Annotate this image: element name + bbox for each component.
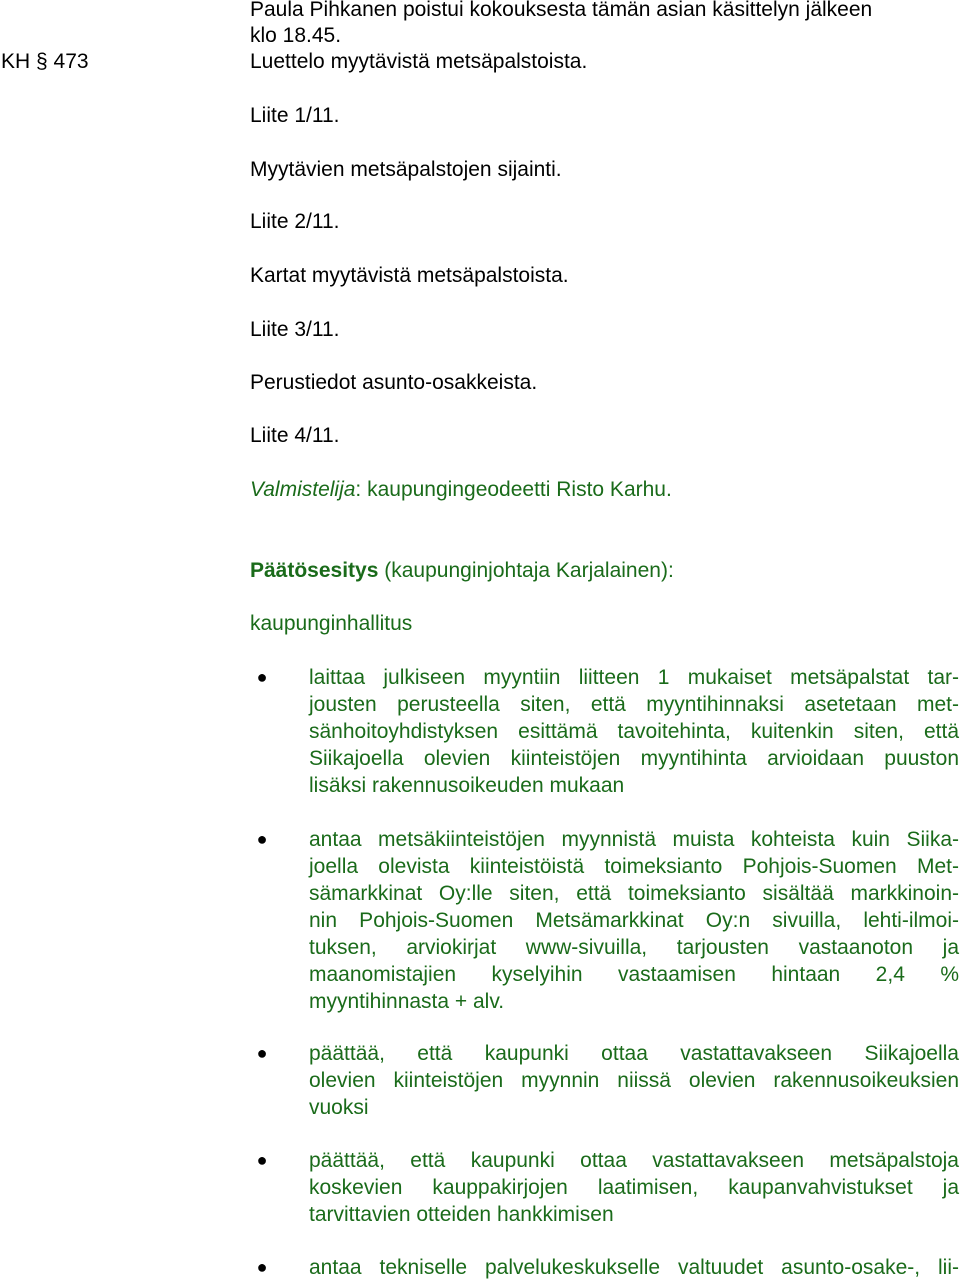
- bullet-icon: ●: [256, 1150, 268, 1170]
- bullet-5-line: antaa tekniselle palvelukeskukselle valtuudet asunto-osake-, lii-: [309, 1256, 959, 1279]
- bullet-3-line: olevien kiinteistöjen myynnin niissä olevien rakennusoikeuksien: [309, 1069, 959, 1092]
- bullet-1-line: laittaa julkiseen myyntiin liitteen 1 mukaiset metsäpalstat tar-: [309, 666, 959, 689]
- attachment-3-description: Perustiedot asunto-osakkeista.: [250, 371, 538, 394]
- bullet-icon: ●: [256, 667, 268, 687]
- bullet-2-line: sämarkkinat Oy:lle siten, että toimeksianto sisältää markkinoin-: [309, 882, 959, 905]
- bullet-2-line: nin Pohjois-Suomen Metsämarkkinat Oy:n sivuilla, lehti-ilmoi-: [309, 909, 959, 932]
- header-note-line-1: Paula Pihkanen poistui kokouksesta tämän asian käsittelyn jälkeen: [250, 0, 873, 21]
- preparer-label: Valmistelija: [250, 478, 356, 501]
- bullet-4-line: päättää, että kaupunki ottaa vastattavakseen metsäpalstoja: [309, 1149, 959, 1172]
- bullet-item-3: [309, 1040, 959, 1121]
- bullet-1-line: jousten perusteella siten, että myyntihinnaksi asetetaan met-: [309, 693, 959, 716]
- bullet-1-line: sänhoitoyhdistyksen esittämä tavoitehinta, kuitenkin siten, että: [309, 720, 959, 743]
- proposal-line: [250, 557, 674, 584]
- bullet-icon: ●: [256, 1257, 268, 1277]
- bullet-1-line: lisäksi rakennusoikeuden mukaan: [309, 774, 625, 797]
- attachment-1-label: Liite 1/11.: [250, 104, 340, 127]
- bullet-2-line: joella olevista kiinteistöistä toimeksianto Pohjois-Suomen Met-: [309, 855, 959, 878]
- bullet-1-line: Siikajoella olevien kiinteistöjen myyntihinta arvioidaan puuston: [309, 747, 959, 770]
- bullet-item-2: [309, 826, 959, 1015]
- bullet-3-line: päättää, että kaupunki ottaa vastattavakseen Siikajoella: [309, 1042, 959, 1065]
- proposal-label: Päätösesitys: [250, 559, 379, 582]
- header-note-line-2: klo 18.45.: [250, 24, 342, 47]
- bullet-2-line: antaa metsäkiinteistöjen myynnistä muista kohteista kuin Siika-: [309, 828, 959, 851]
- attachment-1-description: Myytävien metsäpalstojen sijainti.: [250, 158, 562, 181]
- bullet-2-line: tuksen, arviokirjat www-sivuilla, tarjousten vastaanoton ja: [309, 936, 959, 959]
- preparer-text: : kaupungingeodeetti Risto Karhu.: [355, 478, 672, 501]
- bullet-4-line: koskevien kauppakirjojen laatimisen, kaupanvahvistukset ja: [309, 1176, 959, 1199]
- bullet-item-1: [309, 664, 959, 799]
- attachment-2-description: Kartat myytävistä metsäpalstoista.: [250, 264, 569, 287]
- bullet-icon: ●: [256, 829, 268, 849]
- bullet-2-line: maanomistajien kyselyihin vastaamisen hintaan 2,4 %: [309, 963, 959, 986]
- attachment-3-label: Liite 3/11.: [250, 318, 340, 341]
- bullet-icon: ●: [256, 1043, 268, 1063]
- preparer-line: [250, 476, 672, 503]
- body-subject: kaupunginhallitus: [250, 612, 413, 635]
- bullet-3-line: vuoksi: [309, 1096, 369, 1119]
- attachment-2-label: Liite 2/11.: [250, 210, 340, 233]
- proposal-text: (kaupunginjohtaja Karjalainen):: [378, 559, 674, 582]
- bullet-4-line: tarvittavien otteiden hankkimisen: [309, 1203, 614, 1226]
- attachment-4-label: Liite 4/11.: [250, 424, 340, 447]
- bullet-2-line: myyntihinnasta + alv.: [309, 990, 505, 1013]
- bullet-item-4: [309, 1147, 959, 1228]
- section-title: Luettelo myytävistä metsäpalstoista.: [250, 50, 588, 73]
- bullet-item-5: [309, 1254, 959, 1281]
- section-number: KH § 473: [1, 50, 89, 73]
